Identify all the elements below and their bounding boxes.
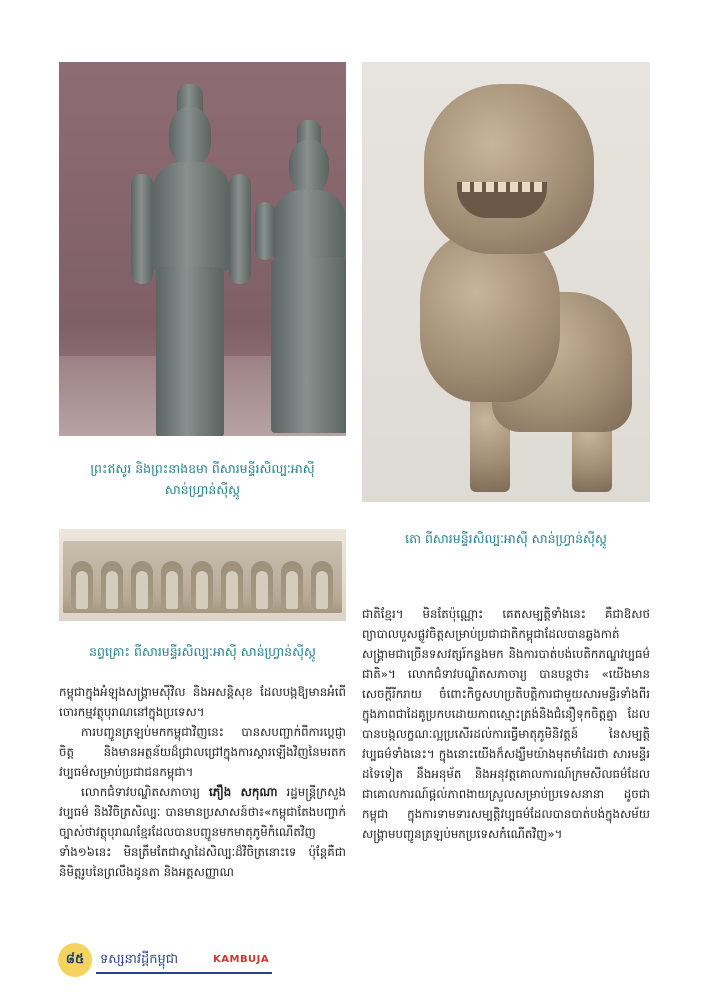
paragraph: កម្ពុជាក្នុងអំឡុងសង្គ្រាមស៊ីវិល និងអសន្តិសុខ ដែលបង្កឱ្យមានអំពើចោរកម្មវត្ថុបុរាណនៅក្នុងប្រទេស។ <box>59 685 346 719</box>
paragraph <box>59 782 346 882</box>
magazine-title: ទស្សនាវដ្ដីកម្ពុជា <box>100 952 179 967</box>
frieze-figure <box>256 571 268 609</box>
statue-shiva-legs <box>156 267 224 436</box>
paragraph: ការបញ្ជូនត្រឡប់មកកម្ពុជាវិញនេះ បានសបញ្ជាក់ពីការប្ដេជ្ញាចិត្ត និងមានអត្ថន័យដ៏ជ្រាលជ្រៅក្នុងការស្ដារឡើងវិញនៃមរតកវប្បធម៌សម្រាប់ប្រជាជនកម្ពុជា។ <box>59 725 346 779</box>
frieze-stone <box>63 541 342 613</box>
lion-head <box>424 84 594 254</box>
caption-lion: តោ ពីសារមន្ទីរសិល្បៈអាស៊ី សាន់ហ្វ្រាន់ស៊ីស្កូ <box>405 531 607 546</box>
photo-lion-statue <box>362 62 650 502</box>
statue-shiva-arm <box>131 174 153 284</box>
magazine-brand: KAMBUJA <box>213 954 270 965</box>
lion-teeth <box>462 182 542 192</box>
article-left-column <box>59 682 346 882</box>
statue-shiva-torso <box>152 162 230 272</box>
frieze-figure <box>226 571 238 609</box>
minister-name: ភឿង សកុណា <box>209 785 278 799</box>
statue-uma-head <box>289 140 329 194</box>
statue-uma-torso <box>273 190 345 260</box>
lion-mane <box>420 232 560 402</box>
photo-shiva-uma-statues <box>59 62 346 436</box>
frieze-figure <box>106 571 118 609</box>
paragraph: ជាតិខ្មែរ។ មិនតែប៉ុណ្ណោះ គេតសម្បត្តិទាំងនេះ គឺជាឱសថព្យាបាលបួសផ្លូវចិត្តសម្រាប់ប្រជាជាតិកម្ពុជាដែលបានឆ្លងកាត់សង្គ្រាមជាច្រើនទសវត្សរ៍កន្លងមក និងការបាត់បង់បេតិកភណ្ឌវប្បធម៌ជាតិ»។ លោកជំទាវបណ្ឌិតសភាចារ្យ បានបន្តថា៖ «យើងមានសេចក្ដីរីករាយ ចំពោះកិច្ចសហប្រតិបត្តិការជាមួយសារមន្ទីរទាំងពីរក្នុងភាពជាដៃគូប្រកបដោយភាពស្មោះត្រង់និងជំនឿទុកចិត្តគ្នា ដែលបានបង្កលក្ខណៈល្អប្រសើរដល់ការធ្វើមាតុភូមិនិវត្តន៍ នៃសម្បត្តិវប្បធម៌ទាំងនេះ។ ក្នុងនោះយើងក៏សង្ឃឹមយ៉ាងមុតមាំដែរថា សារមន្ទីរដទៃទៀត នឹងអនុម័ត និងអនុវត្តគោលការណ៍ក្រមសីលធម៌ដែលជាគោលការណ៍ផ្ដល់ភាពងាយស្រួលសម្រាប់ប្រទេសនានា ដូចជាកម្ពុជា ក្នុងការទាមទារសម្បត្តិវប្បធម៌ដែលបានបាត់បង់ក្នុងសម័យសង្គ្រាមបញ្ជូនត្រឡប់មកប្រទេសកំណើតវិញ»។ <box>362 607 650 841</box>
frieze-figure <box>286 571 298 609</box>
frieze-figure <box>316 571 328 609</box>
page-number-badge: ៨៥ <box>58 943 92 977</box>
photo-navagraha-frieze <box>59 529 346 621</box>
frieze-figure <box>76 571 88 609</box>
paragraph-rest: រដ្ឋមន្ត្រីក្រសួងវប្បធម៌ និងវិចិត្រសិល្បៈ បានមានប្រសាសន៍ថា៖«កម្ពុជាតែងបញ្ជាក់ច្បាស់ថាវត្ថុបុរាណខ្មែរដែលបានបញ្ជូនមកមាតុភូមិកំណើតវិញទាំង១៦នេះ មិនត្រឹមតែជាស្នាដៃសិល្បៈដ៏វិចិត្រនោះទេ ប៉ុន្តែគឺជានិមិត្តរូបនៃព្រលឹងដូនតា និងអត្តសញ្ញាណ <box>59 785 346 879</box>
paragraph-lead: លោកជំទាវបណ្ឌិតសភាចារ្យ <box>81 785 210 799</box>
footer-divider <box>96 972 272 974</box>
frieze-figure <box>166 571 178 609</box>
statue-shiva-head <box>169 107 211 165</box>
caption-statues-line1: ព្រះឥសូរ និងព្រះនាងឧមា ពីសារមន្ទីរសិល្បៈអាស៊ី <box>90 461 315 476</box>
statue-uma-skirt <box>271 257 346 433</box>
caption-statues <box>59 458 346 500</box>
statue-uma-arm <box>255 202 275 260</box>
article-right-column <box>362 604 650 844</box>
statue-shiva-arm <box>229 174 251 284</box>
frieze-figure <box>196 571 208 609</box>
caption-statues-line2: សាន់ហ្វ្រាន់ស៊ីស្កូ <box>164 482 241 497</box>
frieze-figure <box>136 571 148 609</box>
caption-frieze: នព្វគ្រោះ ពីសារមន្ទីរសិល្បៈអាស៊ី សាន់ហ្វ្រាន់ស៊ីស្កូ <box>89 644 316 659</box>
